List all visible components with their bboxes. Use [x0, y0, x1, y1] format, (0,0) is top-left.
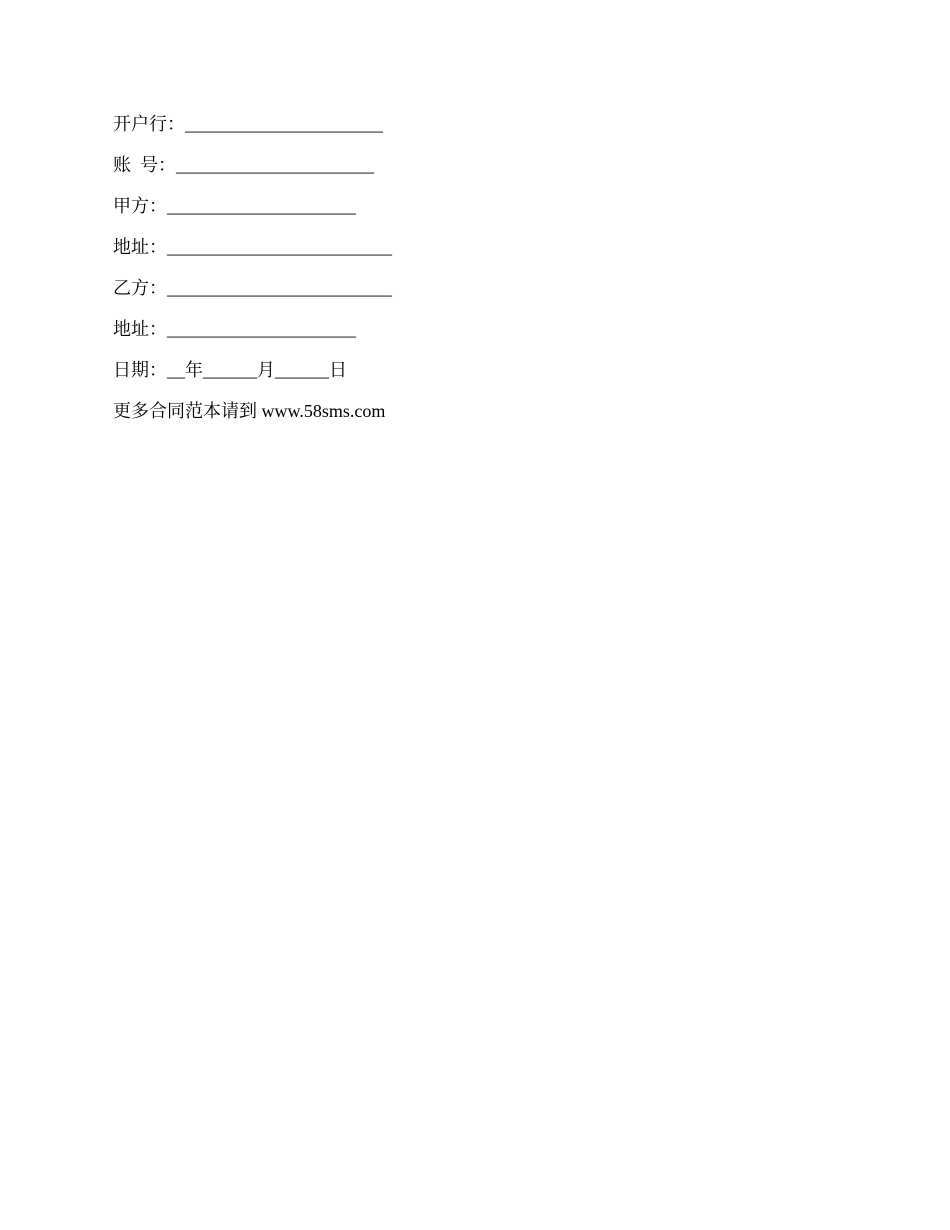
- party-a-line: 甲方：_____________________: [113, 196, 356, 216]
- date-line: 日期：__年______月______日: [113, 360, 347, 380]
- document-body: [113, 112, 813, 440]
- party-b-line: 乙方：_________________________: [113, 278, 392, 298]
- party-b-address-line: 地址：_____________________: [113, 319, 356, 339]
- account-number-line: 账 号：______________________: [113, 155, 374, 175]
- party-a-address-line: 地址：_________________________: [113, 237, 392, 257]
- footer-note: 更多合同范本请到 www.58sms.com: [113, 401, 386, 421]
- bank-line: 开户行：______________________: [113, 114, 383, 134]
